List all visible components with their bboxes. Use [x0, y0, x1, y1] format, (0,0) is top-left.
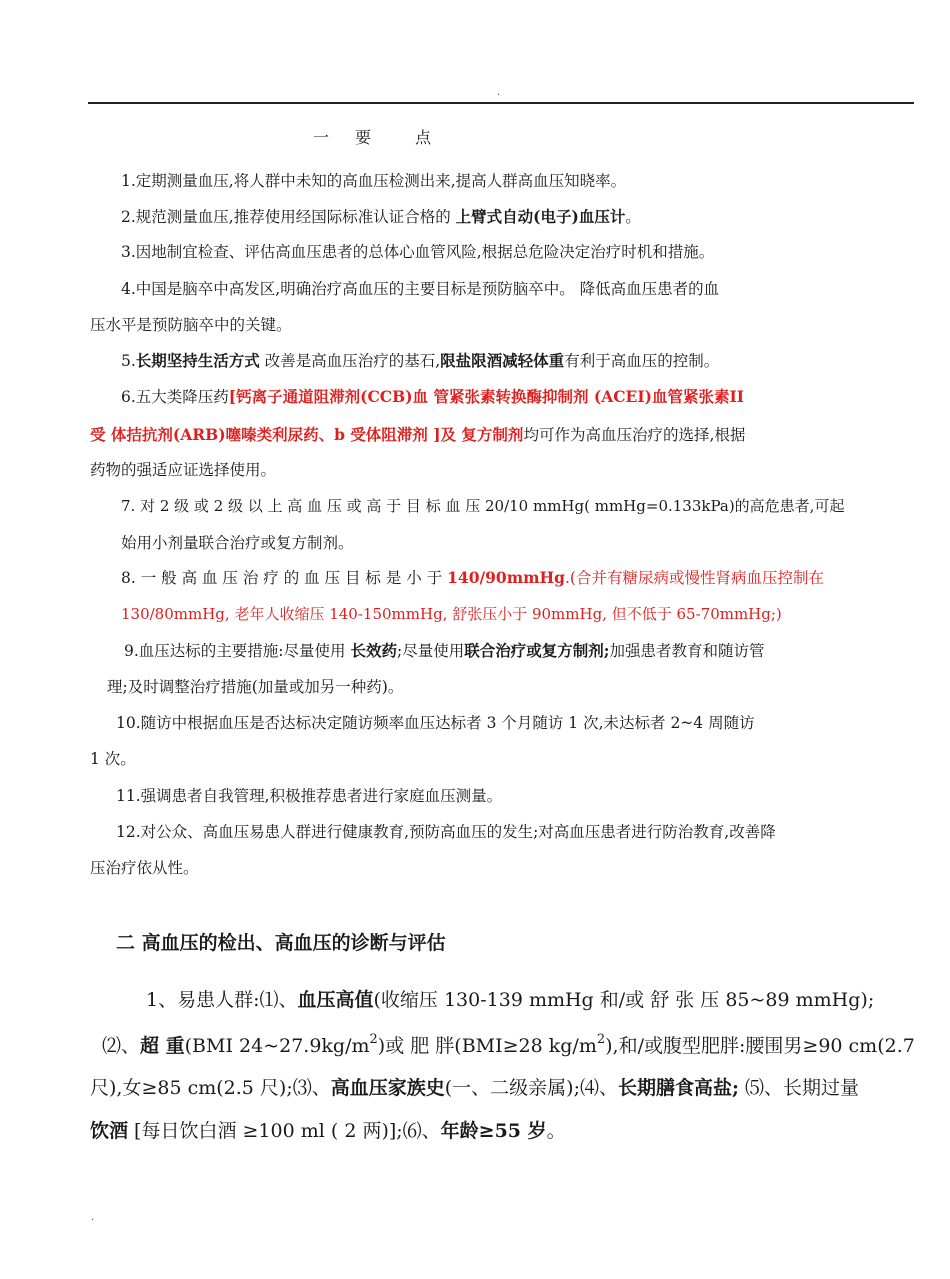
- point-8-line2: 130/80mmHg, 老年人收缩压 140-150mmHg, 舒张压小于 90mmHg, 但不低于 65-70mmHg;): [121, 605, 782, 623]
- risk-age: 年龄≥55 岁: [440, 1120, 547, 1142]
- section2-title: 二 高血压的检出、高血压的诊断与评估: [116, 932, 446, 954]
- point-10-line1: 10.随访中根据血压是否达标决定随访频率血压达标者 3 个月随访 1 次,未达标者 2~4 周随访: [116, 714, 755, 732]
- title-char: 点: [415, 128, 432, 147]
- point-2: [121, 206, 641, 228]
- point-5-text: 改善是高血压治疗的基石,: [259, 352, 441, 370]
- point-4-line1: 4.中国是脑卒中高发区,明确治疗高血压的主要目标是预防脑卒中。 降低高血压患者的血: [121, 280, 720, 298]
- risk-line-4-text: [每日饮白酒 ≥100 ml ( 2 两)];⑹、: [128, 1120, 441, 1142]
- footer-dot: .: [91, 1212, 95, 1223]
- header-dot: .: [497, 87, 501, 98]
- point-2-bold: 上臂式自动(电子)血压计: [455, 207, 626, 226]
- point-5-bold1: 长期坚持生活方式: [135, 351, 260, 370]
- point-9-text: 9.血压达标的主要措施:尽量使用: [124, 642, 351, 660]
- point-7-line1: 7. 对 2 级 或 2 级 以 上 高 血 压 或 高 于 目 标 血 压 20/10 mmHg( mmHg=0.133kPa)的高危患者,可起: [121, 497, 845, 515]
- risk-line-2-bmi: (BMI 24~27.9kg/m: [184, 1035, 370, 1057]
- risk-line-2-waist: ),和/或腹型肥胖:腰围男≥90 cm(2.7: [605, 1035, 915, 1057]
- point-9-text2: ;尽量使用: [396, 642, 465, 660]
- risk-line-3-end: ⑸、长期过量: [739, 1077, 860, 1099]
- point-5-bold2: 限盐限酒减轻体重: [440, 351, 565, 370]
- risk-line-1-text: 1、易患人群:⑴、: [146, 989, 298, 1011]
- point-6-line3: 药物的强适应证选择使用。: [90, 461, 277, 479]
- point-9-line1: [124, 640, 764, 662]
- risk-line-4: [90, 1117, 566, 1145]
- risk-line-3: [90, 1074, 859, 1102]
- risk-line-2-obese: )或 肥 胖(BMI≥28 kg/m: [377, 1035, 597, 1057]
- risk-line-3-text2: (一、二级亲属);⑷、: [444, 1077, 618, 1099]
- point-10-line2: 1 次。: [90, 750, 136, 768]
- point-11: 11.强调患者自我管理,积极推荐患者进行家庭血压测量。: [116, 787, 503, 805]
- risk-overweight: 超 重: [140, 1035, 185, 1057]
- header-rule: [88, 102, 914, 104]
- point-8-line1: [121, 567, 824, 589]
- point-12-line1: 12.对公众、高血压易患人群进行健康教育,预防高血压的发生;对高血压患者进行防治教育,改善降: [116, 823, 776, 841]
- point-6-line2: [90, 424, 745, 446]
- point-8-text: 8. 一 般 高 血 压 治 疗 的 血 压 目 标 是 小 于: [121, 569, 448, 587]
- risk-high-salt: 长期膳食高盐;: [617, 1077, 739, 1099]
- risk-drinking: 饮酒: [90, 1120, 129, 1142]
- point-9-end: 加强患者教育和随访管: [609, 642, 765, 660]
- point-8-note: .(合并有糖尿病或慢性肾病血压控制在: [565, 569, 824, 587]
- section1-title: [313, 127, 431, 149]
- superscript: 2: [596, 1032, 606, 1047]
- point-6-drugs2: 受 体拮抗剂(ARB)噻嗪类利尿药、b 受体阻滞剂 ]及 复方制剂: [90, 425, 524, 444]
- point-2-text: 2.规范测量血压,推荐使用经国际标准认证合格的: [121, 208, 456, 226]
- point-9-line2: 理;及时调整治疗措施(加量或加另一种药)。: [107, 678, 404, 696]
- point-3: 3.因地制宜检查、评估高血压患者的总体心血管风险,根据总危险决定治疗时机和措施。: [121, 243, 715, 261]
- point-5-end: 有利于高血压的控制。: [564, 352, 720, 370]
- risk-line-2: [102, 1032, 915, 1060]
- point-7-line2: 始用小剂量联合治疗或复方制剂。: [121, 534, 354, 552]
- risk-line-1-detail: (收缩压 130-139 mmHg 和/或 舒 张 压 85~89 mmHg);: [373, 989, 875, 1011]
- title-char: 要: [355, 128, 372, 147]
- point-9-bold2: 联合治疗或复方制剂;: [464, 641, 610, 660]
- risk-line-4-end: 。: [546, 1120, 566, 1142]
- risk-line-1: [146, 986, 874, 1014]
- point-12-line2: 压治疗依从性。: [90, 859, 199, 877]
- point-6-text: 6.五大类降压药: [121, 388, 229, 406]
- title-char: 一: [313, 128, 330, 147]
- risk-line-2-num: ⑵、: [102, 1035, 141, 1057]
- point-8-target: 140/90mmHg: [447, 568, 565, 587]
- point-2-end: 。: [625, 208, 641, 226]
- point-5-num: 5.: [121, 352, 136, 370]
- point-6-text2: 均可作为高血压治疗的选择,根据: [523, 426, 746, 444]
- risk-line-3-text: 尺),女≥85 cm(2.5 尺);⑶、: [90, 1077, 331, 1099]
- point-5: [121, 350, 719, 372]
- point-6-drugs1: [钙离子通道阻滞剂(CCB)血 管紧张素转换酶抑制剂 (ACEI)血管紧张素II: [228, 387, 744, 406]
- risk-family-history: 高血压家族史: [330, 1077, 445, 1099]
- point-4-line2: 压水平是预防脑卒中的关键。: [90, 316, 292, 334]
- risk-high-normal: 血压高值: [297, 989, 374, 1011]
- superscript: 2: [369, 1032, 378, 1047]
- point-1: 1.定期测量血压,将人群中未知的高血压检测出来,提高人群高血压知晓率。: [121, 172, 627, 190]
- point-6-line1: [121, 386, 744, 408]
- point-9-bold1: 长效药: [350, 641, 397, 660]
